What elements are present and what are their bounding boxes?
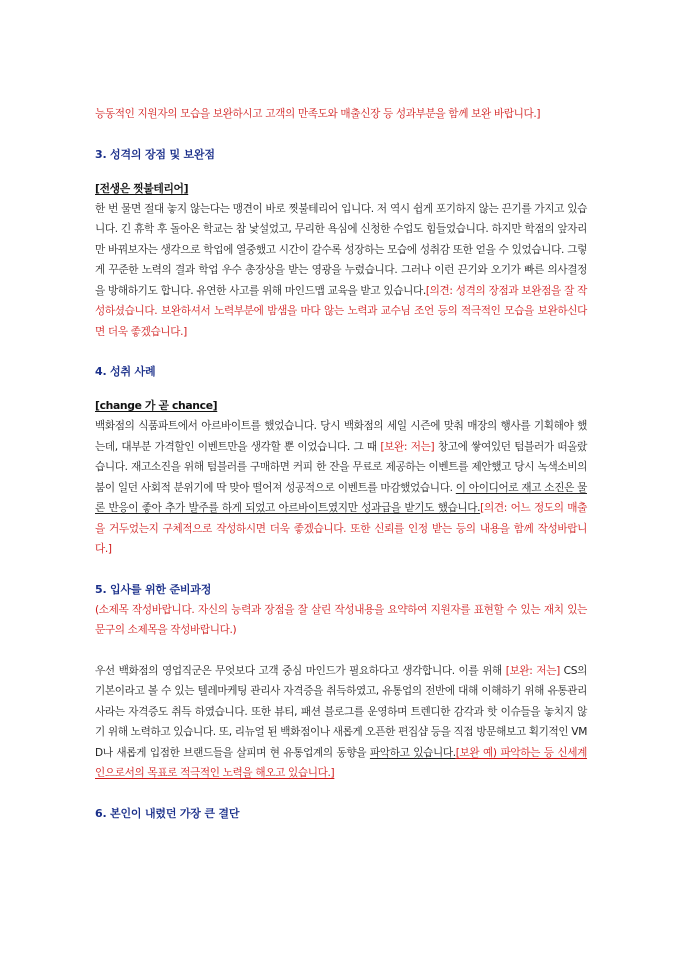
document-page (95, 104, 587, 824)
section3-subtitle: [전생은 찟불테리어] (95, 181, 189, 195)
intro-comment: 능동적인 지원자의 모습을 보완하시고 고객의 만족도와 매출신장 등 성과부분을 함께 보완 바랍니다.] (95, 108, 541, 120)
section5-comment-2: [보완 예) 파악하는 등 신세계인으로서의 목표로 적극적인 노력을 해오고 있습니다.] (95, 746, 587, 779)
section4-heading: 4. 성취 사례 (95, 365, 156, 378)
section5-heading: 5. 입사를 위한 준비과정 (95, 582, 212, 596)
section3-heading: 3. 성격의 장점 및 보완점 (95, 147, 215, 161)
section4-comment-1: [보완: 저는] (380, 440, 435, 453)
section4-subtitle: [change 가 곧 chance] (95, 399, 218, 412)
section4-comment-2: [의견: 어느 정도의 매출을 거두었는지 구체적으로 작성하시면 더욱 좋겠습니다. 또한 신뢰를 인정 받는 등의 내용을 함께 작성바랍니다.] (95, 502, 587, 555)
section5-body: 우선 백화점의 영업직군은 무엇보다 고객 중심 마인드가 필요하다고 생각합니다. 이를 위해 [보완: 저는] CS의 기본이라고 볼 수 있는 텔레마케팅 관리사 자격증을 취득하였고, 유통업의 전반에 대해 이해하기 위해 유통관리사라는 자격증도 취득 하였습니다. 또한 뷰티, 패션 블로그를 운영하며 트렌디한 감각과 핫 이슈들을 놓치지 않기 위해 노력하고 있습니다. 또, 리뉴얼 된 백화점이나 새롭게 오픈한 편집샵 등을 직접 방문해보고 획기적인 VMD나 새롭게 입점한 브랜드들을 살피며 현 유통업계의 동향을 파악하고 있습니다.[보완 예) 파악하는 등 신세계인으로서의 목표로 적극적인 노력을 해오고 있습니다.] (95, 664, 587, 779)
section4-underlined: 이 아이디어로 재고 소진은 물론 반응이 좋아 추가 발주를 하게 되었고 아르바이트였지만 성과급을 받기도 했습니다. (95, 481, 587, 514)
section4-body: 백화점의 식품파트에서 아르바이트를 했었습니다. 당시 백화점의 세일 시즌에 맞춰 매장의 행사를 기획해야 했는데, 대부분 가격할인 이벤트만을 생각할 뿐 이었습니다. 그 때 [보완: 저는] 창고에 쌓여있던 텀블러가 떠올랐습니다. 재고소진을 위해 텀블러를 구매하면 커피 한 잔을 무료로 제공하는 이벤트를 제안했고 당시 녹색소비의 붐이 일던 사회적 분위기에 딱 맞아 떨어져 성공적으로 이벤트를 마감했었습니다. 이 아이디어로 재고 소진은 물론 반응이 좋아 추가 발주를 하게 되었고 아르바이트였지만 성과급을 받기도 했습니다.[의견: 어느 정도의 매출을 거두었는지 구체적으로 작성하시면 더욱 좋겠습니다. 또한 신뢰를 인정 받는 등의 내용을 함께 작성바랍니다.] (95, 420, 587, 555)
section5-underlined: 파악하고 있습니다. (369, 746, 456, 759)
section6-heading: 6. 본인이 내렸던 가장 큰 결단 (95, 806, 240, 820)
section3-comment: [의견: 성격의 장점과 보완점을 잘 작성하셨습니다. 보완하셔서 노력부분에 밤샘을 마다 않는 노력과 교수님 조언 등의 적극적인 모습을 보완하신다면 더욱 좋겠습니다.] (95, 284, 587, 338)
section5-note: (소제목 작성바랍니다. 자신의 능력과 장점을 잘 살린 작성내용을 요약하여 지원자를 표현할 수 있는 재치 있는 문구의 소제목을 작성바랍니다.) (95, 603, 587, 636)
section5-comment-1: [보완: 저는] (505, 664, 560, 677)
section3-body: 한 번 물면 절대 놓지 않는다는 맹견이 바로 찟불테리어 입니다. 저 역시 쉽게 포기하지 않는 끈기를 가지고 있습니다. 긴 휴학 후 돌아온 학교는 참 낯설었고, 무리한 욕심에 신청한 수업도 힘들었습니다. 하지만 학점의 앞자리만 바꿔보자는 생각으로 학업에 열중했고 시간이 갈수록 성장하는 모습에 성취감 또한 얻을 수 있었습니다. 그렇게 꾸준한 노력의 결과 학업 우수 총장상을 받는 영광을 누렸습니다. 그러나 이런 끈기와 오기가 빠른 의사결정을 방해하기도 합니다. 유연한 사고를 위해 마인드맵 교육을 받고 있습니다.[의견: 성격의 장점과 보완점을 잘 작성하셨습니다. 보완하셔서 노력부분에 밤샘을 마다 않는 노력과 교수님 조언 등의 적극적인 모습을 보완하신다면 더욱 좋겠습니다.] (95, 202, 587, 338)
